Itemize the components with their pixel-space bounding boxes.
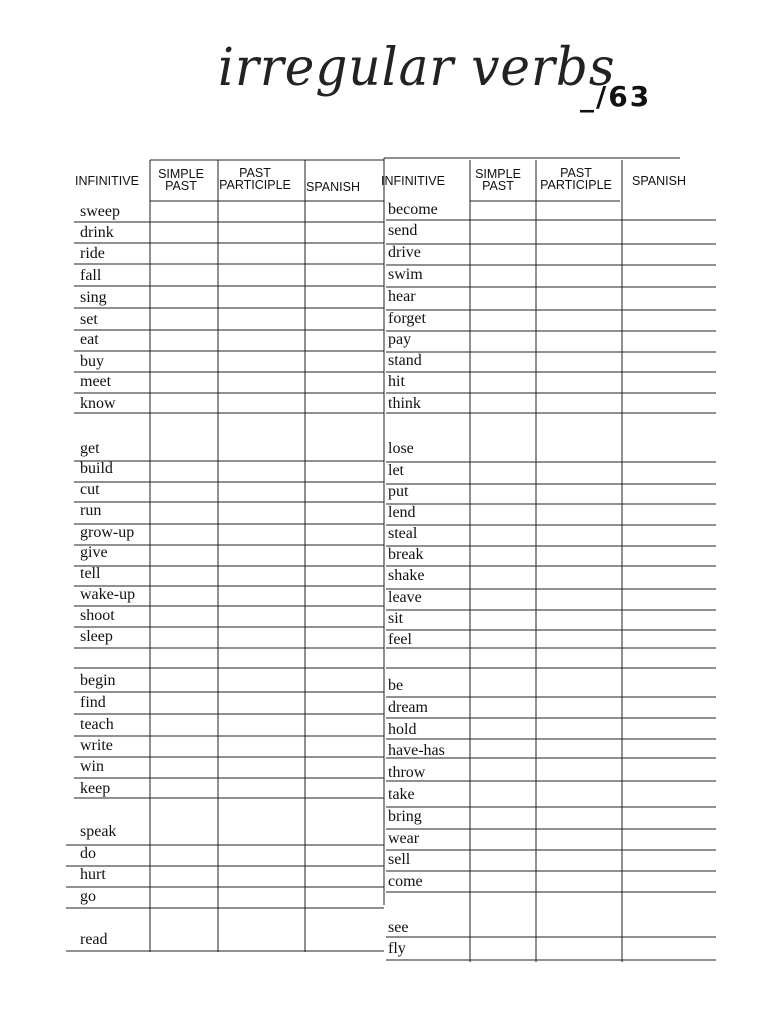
- verb-right-become: become: [388, 201, 438, 218]
- verb-left-set: set: [80, 311, 98, 328]
- verb-right-hit: hit: [388, 373, 405, 390]
- verb-left-win: win: [80, 758, 104, 775]
- verb-left-drink: drink: [80, 224, 114, 241]
- verb-left-begin: begin: [80, 672, 116, 689]
- verb-right-think: think: [388, 395, 421, 412]
- verb-left-eat: eat: [80, 331, 99, 348]
- verb-left-hurt: hurt: [80, 866, 106, 883]
- verb-right-shake: shake: [388, 567, 425, 584]
- verb-left-sweep: sweep: [80, 203, 120, 220]
- verb-right-drive: drive: [388, 244, 421, 261]
- verb-left-sing: sing: [80, 289, 107, 306]
- verb-left-run: run: [80, 502, 102, 519]
- verb-right-be: be: [388, 677, 404, 694]
- verb-right-let: let: [388, 462, 404, 479]
- header-spanish-right: SPANISH: [632, 174, 686, 188]
- verb-left-keep: keep: [80, 780, 111, 797]
- verb-left-get: get: [80, 440, 100, 457]
- verb-right-stand: stand: [388, 352, 422, 369]
- verb-right-lend: lend: [388, 504, 416, 521]
- verb-left-fall: fall: [80, 267, 102, 284]
- verb-right-forget: forget: [388, 310, 426, 327]
- verb-right-see: see: [388, 919, 409, 936]
- verb-left-tell: tell: [80, 565, 101, 582]
- verb-right-swim: swim: [388, 266, 423, 283]
- verb-left-give: give: [80, 544, 108, 561]
- score-total: _/63: [580, 80, 652, 113]
- verb-left-grow-up: grow-up: [80, 524, 135, 541]
- verb-left-write: write: [80, 737, 113, 754]
- verb-left-teach: teach: [80, 716, 114, 733]
- verb-right-wear: wear: [388, 830, 420, 847]
- verb-left-wake-up: wake-up: [80, 586, 136, 603]
- verb-right-take: take: [388, 786, 415, 803]
- verb-left-ride: ride: [80, 245, 105, 262]
- verb-right-leave: leave: [388, 589, 422, 606]
- verb-left-buy: buy: [80, 353, 104, 370]
- header-infinitive-right: INFINITIVE: [381, 174, 445, 188]
- header-past-participle-right: PAST PARTICIPLE: [540, 166, 612, 192]
- verb-right-sit: sit: [388, 610, 404, 627]
- header-simple-past-right: SIMPLE PAST: [475, 167, 521, 193]
- header-spanish-left: SPANISH: [306, 180, 360, 194]
- verb-right-have-has: have-has: [388, 742, 445, 759]
- verb-left-go: go: [80, 888, 96, 905]
- verb-left-do: do: [80, 845, 96, 862]
- verb-left-sleep: sleep: [80, 628, 113, 645]
- verb-right-lose: lose: [388, 440, 414, 457]
- verb-left-build: build: [80, 460, 113, 477]
- verb-right-fly: fly: [388, 940, 406, 957]
- verb-left-speak: speak: [80, 823, 117, 840]
- header-past-participle-left: PAST PARTICIPLE: [219, 166, 291, 192]
- verb-left-cut: cut: [80, 481, 100, 498]
- verb-right-pay: pay: [388, 331, 412, 348]
- verb-left-know: know: [80, 395, 116, 412]
- verb-right-feel: feel: [388, 631, 412, 648]
- verb-left-read: read: [80, 931, 108, 948]
- verb-right-come: come: [388, 873, 423, 890]
- verb-right-dream: dream: [388, 699, 428, 716]
- verb-left-shoot: shoot: [80, 607, 115, 624]
- verb-right-send: send: [388, 222, 418, 239]
- verb-right-hold: hold: [388, 721, 417, 738]
- verb-right-sell: sell: [388, 851, 411, 868]
- verb-right-break: break: [388, 546, 424, 563]
- verb-right-throw: throw: [388, 764, 426, 781]
- header-infinitive-left: INFINITIVE: [75, 174, 139, 188]
- worksheet-title: irregular verbs: [218, 36, 616, 98]
- verb-right-bring: bring: [388, 808, 422, 825]
- verb-left-find: find: [80, 694, 106, 711]
- verb-left-meet: meet: [80, 373, 112, 390]
- verb-right-put: put: [388, 483, 409, 500]
- verb-right-hear: hear: [388, 288, 416, 305]
- verb-right-steal: steal: [388, 525, 418, 542]
- header-simple-past-left: SIMPLE PAST: [158, 167, 204, 193]
